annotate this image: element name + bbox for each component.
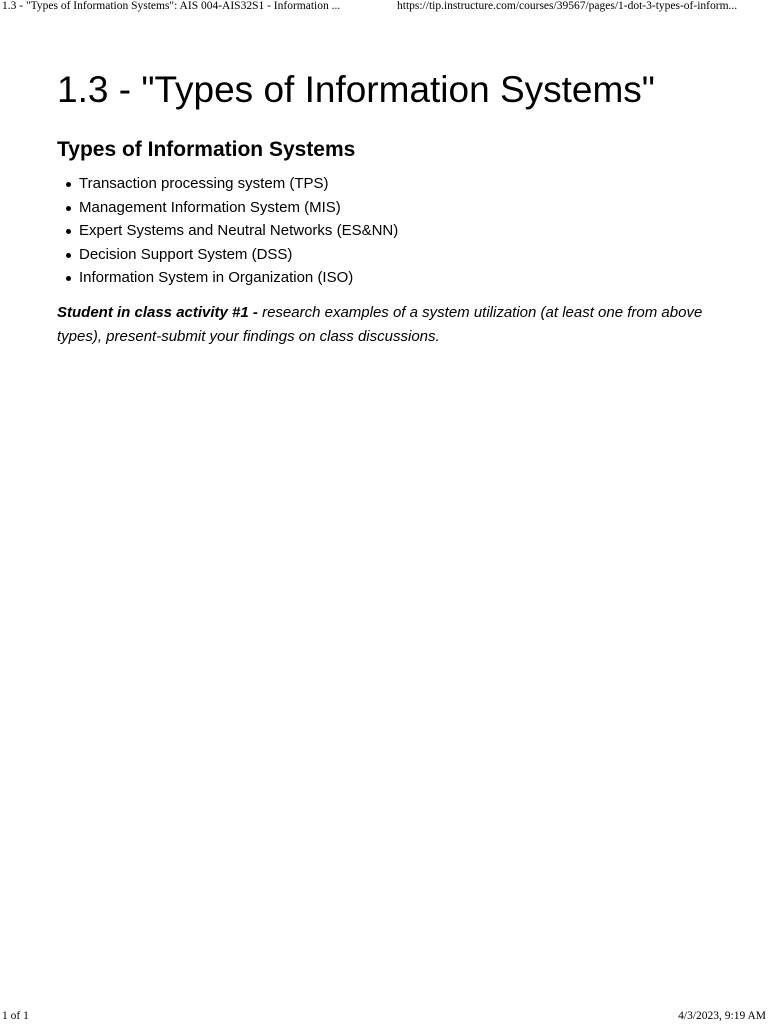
print-header-title: 1.3 - "Types of Information Systems": AIS 004-AIS32S1 - Information ... — [2, 0, 341, 12]
types-list — [57, 172, 737, 290]
page-count: 1 of 1 — [2, 1010, 29, 1022]
activity-paragraph — [57, 301, 737, 349]
bullet-icon — [66, 276, 71, 281]
list-item-text: Decision Support System (DSS) — [79, 245, 293, 263]
list-item — [57, 266, 737, 290]
bullet-icon — [66, 182, 71, 187]
list-item-text: Information System in Organization (ISO) — [79, 269, 354, 287]
bullet-icon — [66, 229, 71, 234]
list-item — [57, 243, 737, 267]
bullet-icon — [66, 206, 71, 211]
section-heading: Types of Information Systems — [57, 138, 356, 161]
print-datetime: 4/3/2023, 9:19 AM — [678, 1010, 766, 1022]
list-item — [57, 196, 737, 220]
list-item — [57, 219, 737, 243]
print-header — [0, 0, 768, 16]
page-content — [57, 66, 737, 349]
activity-label: Student in class activity #1 - — [57, 303, 258, 321]
activity-text: research examples of a system utilization (at least one from above types), present-submit your findings on class discussions. — [57, 303, 703, 345]
print-header-url: https://tip.instructure.com/courses/39567/pages/1-dot-3-types-of-inform... — [397, 0, 738, 12]
list-item-text: Expert Systems and Neutral Networks (ES&NN) — [79, 222, 399, 240]
list-item-text: Transaction processing system (TPS) — [79, 175, 329, 192]
list-item-text: Management Information System (MIS) — [79, 198, 341, 216]
print-footer — [0, 1010, 768, 1024]
page-title: 1.3 - "Types of Information Systems" — [57, 69, 655, 110]
list-item — [57, 172, 737, 196]
bullet-icon — [66, 253, 71, 258]
